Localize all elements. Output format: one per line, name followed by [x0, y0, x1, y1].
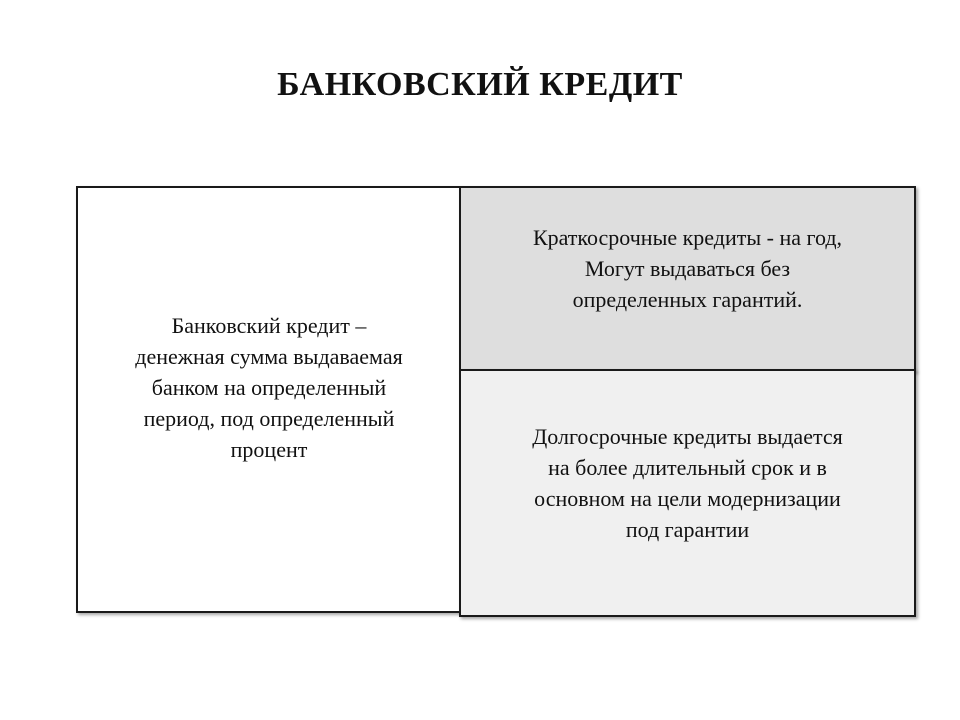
short-term-credit-box [459, 186, 916, 372]
definition-box [76, 186, 462, 613]
long-term-credit-text: Долгосрочные кредиты выдается на более длительный срок и в основном на цели модернизации под гарантии [532, 424, 843, 542]
definition-text: Банковский кредит – денежная сумма выдаваемая банком на определенный период, под определенный процент [135, 313, 403, 462]
short-term-credit-text: Краткосрочные кредиты - на год, Могут выдаваться без определенных гарантий. [532, 224, 843, 312]
slide-title: БАНКОВСКИЙ КРЕДИТ [277, 66, 683, 103]
long-term-credit-box [459, 369, 916, 617]
